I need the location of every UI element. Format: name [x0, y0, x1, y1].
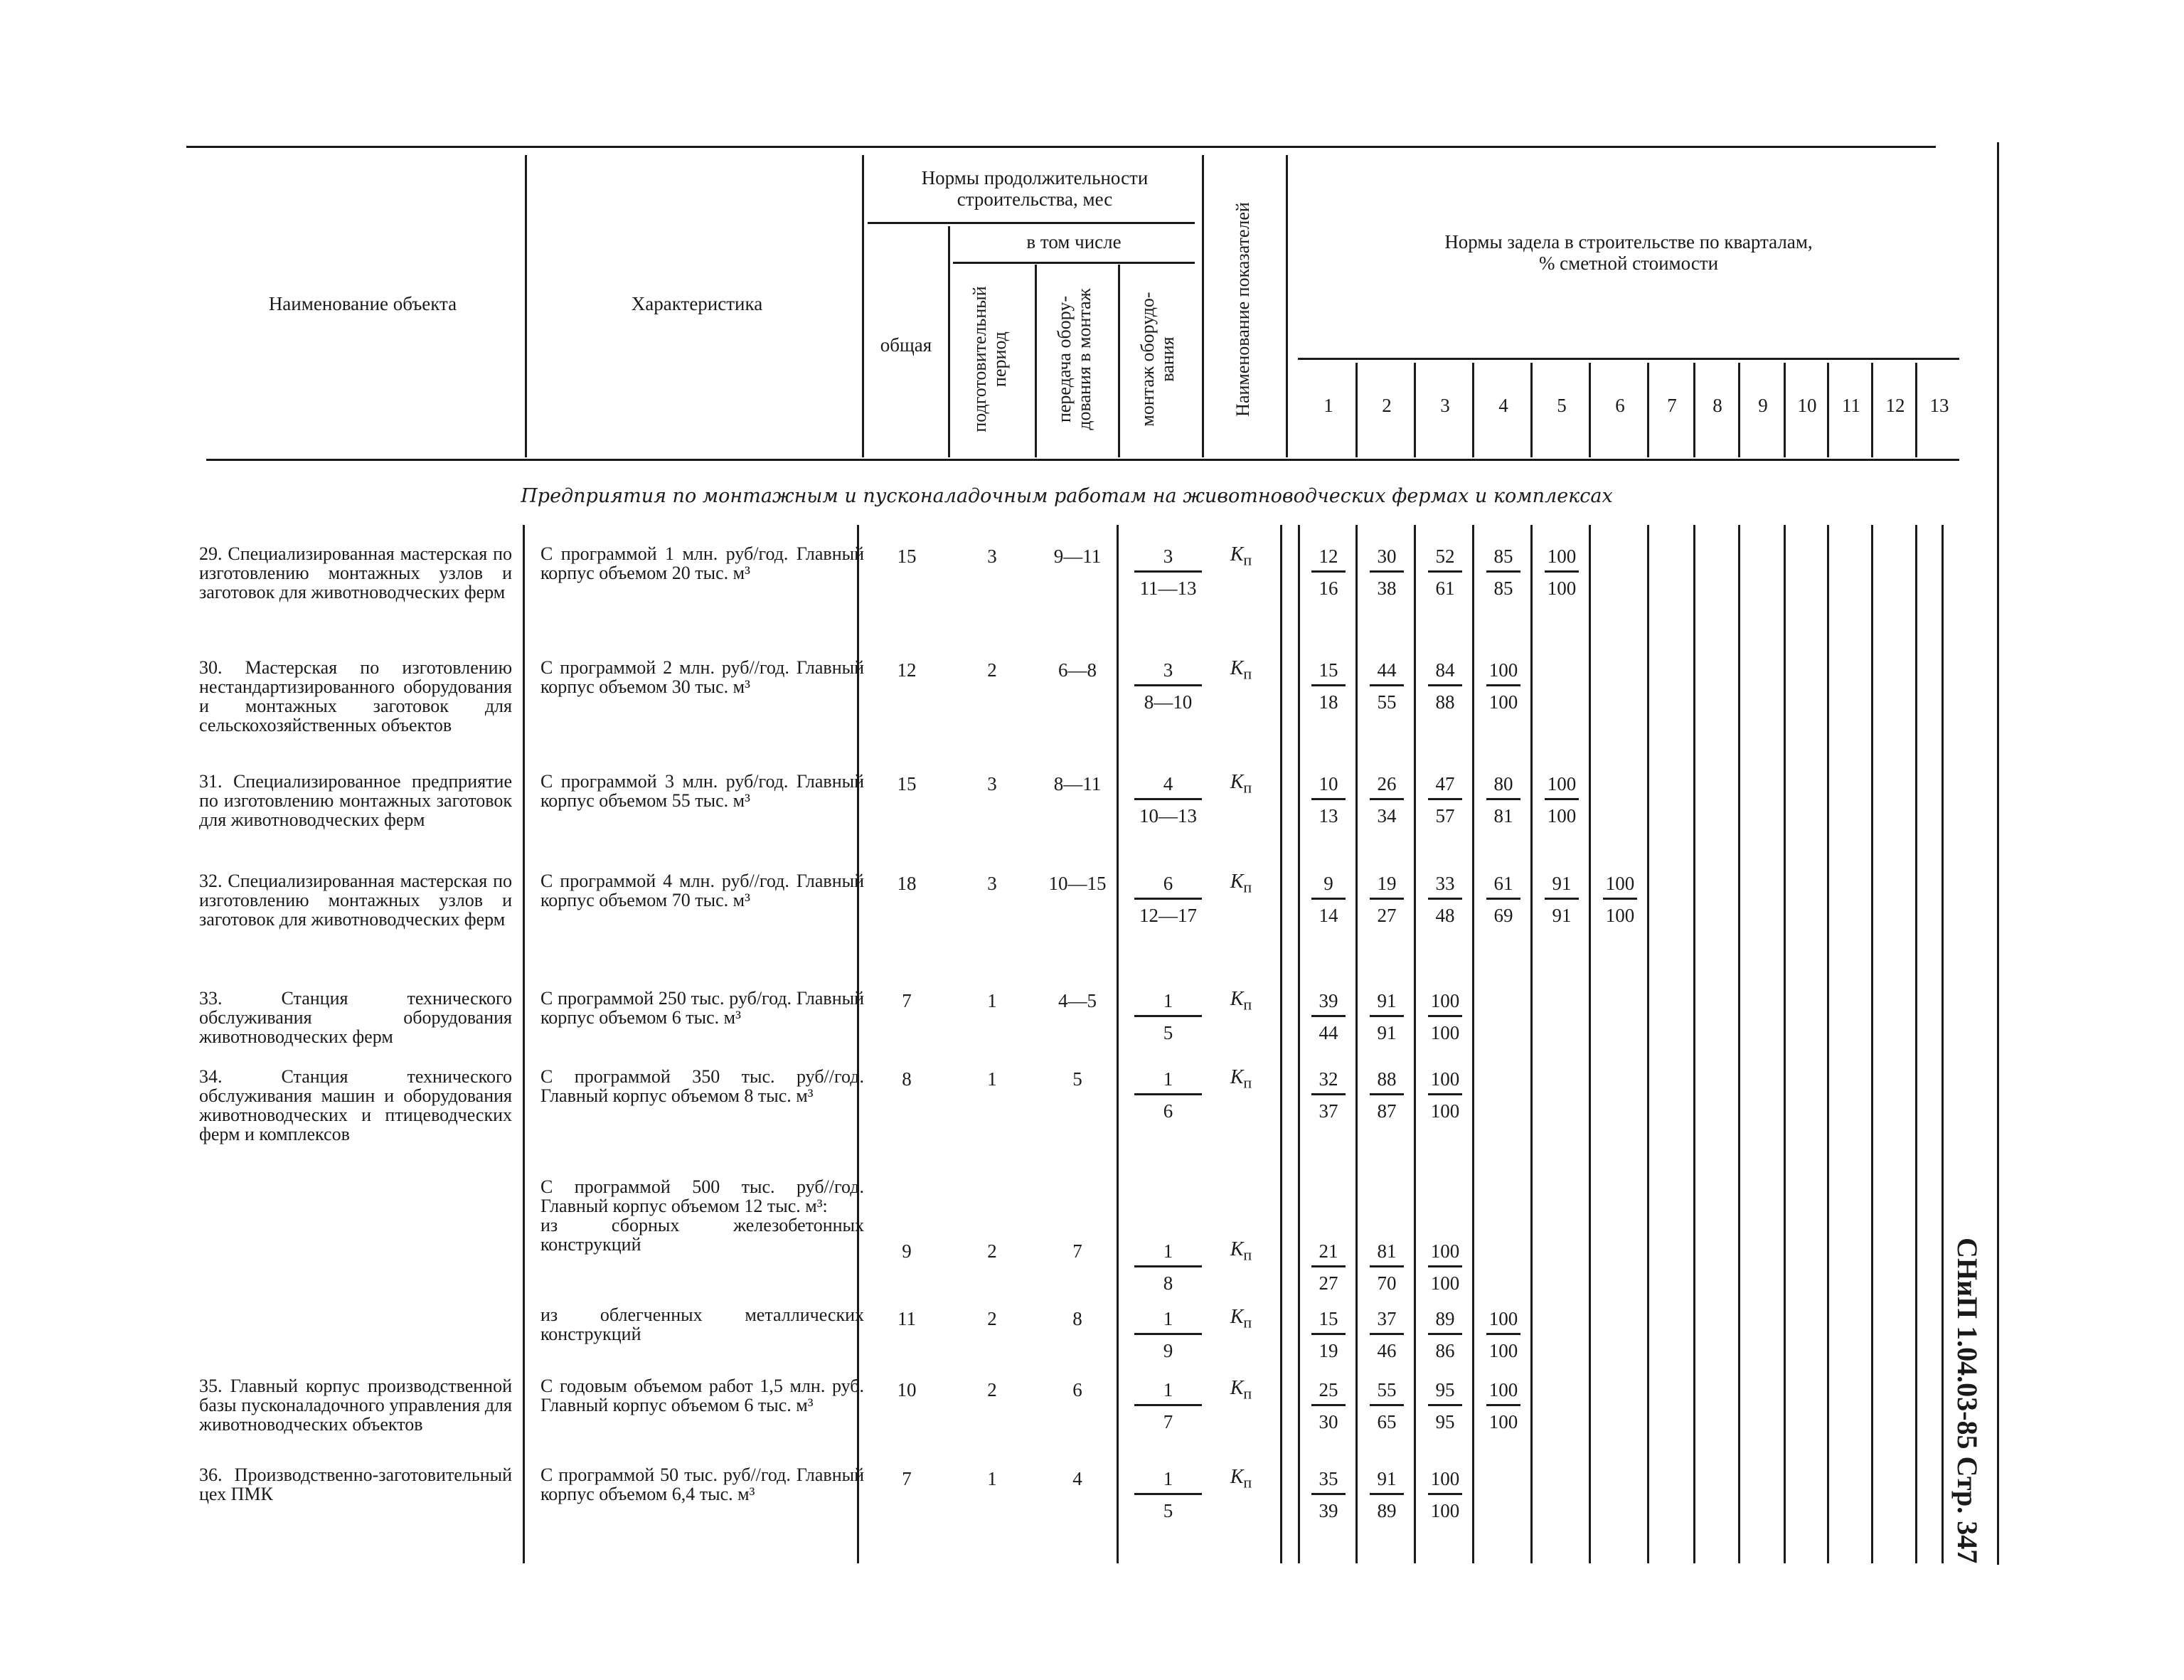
object-characteristic: С годовым объемом работ 1,5 млн. руб. Главный корпус объемом 6 тыс. м³: [540, 1376, 864, 1415]
mount-numerator: 3: [1163, 659, 1173, 681]
mount-denominator: 10—13: [1139, 805, 1197, 826]
header-vline-3: [948, 226, 950, 457]
header-vline-4: [1035, 265, 1037, 457]
equipment-transfer: 8: [1072, 1308, 1082, 1329]
quarter-backlog: [1417, 1469, 1474, 1525]
backlog-denominator: 100: [1605, 905, 1635, 926]
general-header: общая: [880, 334, 932, 356]
quarter-backlog: [1417, 660, 1474, 716]
backlog-denominator: 100: [1430, 1022, 1460, 1043]
object-characteristic: С программой 4 млн. руб//год. Главный корпус объемом 70 тыс. м³: [540, 871, 864, 910]
backlog-underline: [1298, 358, 1959, 360]
prep-period: 2: [987, 1240, 997, 1262]
indicator-kp: [1213, 771, 1269, 797]
quarter-backlog: [1417, 1380, 1474, 1436]
quarter-backlog: [1417, 1309, 1474, 1365]
indicator-subscript: п: [1243, 1473, 1252, 1492]
prep-period: 1: [987, 990, 997, 1011]
equipment-transfer: 6—8: [1058, 659, 1097, 681]
backlog-denominator: 34: [1377, 805, 1397, 826]
quarter-backlog: [1475, 546, 1532, 602]
object-characteristic: из облегченных металлических конструкций: [540, 1304, 864, 1344]
mount-denominator: 7: [1163, 1411, 1173, 1432]
indicator-kp: [1213, 1377, 1269, 1403]
quarter-label: 2: [1382, 395, 1392, 416]
mount-numerator: 6: [1163, 873, 1173, 894]
right-border: [1997, 142, 1999, 1565]
indicator-subscript: п: [1243, 1384, 1252, 1403]
quarter-backlog: [1475, 774, 1532, 830]
quarter-backlog: [1417, 1069, 1474, 1125]
col-char-header: Характеристика: [631, 293, 763, 314]
object-name: 33. Станция технического обслуживания оборудования животноводческих ферм: [199, 988, 512, 1047]
backlog-numerator: 39: [1319, 990, 1338, 1011]
body-vline: [1784, 525, 1786, 1563]
indicator-subscript: п: [1243, 664, 1252, 683]
backlog-numerator: 80: [1493, 773, 1513, 794]
backlog-denominator: 81: [1493, 805, 1513, 826]
indicator-symbol: К: [1230, 1377, 1244, 1399]
mount-denominator: 9: [1163, 1340, 1173, 1361]
backlog-numerator: 91: [1377, 990, 1397, 1011]
backlog-numerator: 19: [1377, 873, 1397, 894]
backlog-denominator: 89: [1377, 1500, 1397, 1521]
quarter-backlog: [1300, 1380, 1357, 1436]
backlog-numerator: 35: [1319, 1468, 1338, 1489]
indicator-subscript: п: [1243, 551, 1252, 569]
backlog-denominator: 55: [1377, 691, 1397, 713]
quarter-backlog: [1358, 1309, 1415, 1365]
backlog-denominator: 27: [1377, 905, 1397, 926]
backlog-denominator: 13: [1319, 805, 1338, 826]
quarter-backlog: [1300, 660, 1357, 716]
object-name: 29. Специализированная мастерская по изготовлению монтажных узлов и заготовок для животноводческих ферм: [199, 543, 512, 602]
equipment-mount: [1131, 1241, 1205, 1297]
object-name: 32. Специализированная мастерская по изготовлению монтажных узлов и заготовок для животноводческих ферм: [199, 871, 512, 930]
quarter-label: 3: [1440, 395, 1450, 416]
page-side-label: СНиП 1.04.03-85 Стр. 347: [1951, 1238, 1983, 1564]
equipment-mount: [1131, 991, 1205, 1047]
body-vline: [1647, 525, 1649, 1563]
backlog-numerator: 26: [1377, 773, 1397, 794]
object-name: 34. Станция технического обслуживания машин и оборудования животноводческих и птицеводческих ферм и комплексов: [199, 1066, 512, 1144]
equipment-mount: [1131, 660, 1205, 716]
backlog-denominator: 19: [1319, 1340, 1338, 1361]
equipment-transfer: 7: [1072, 1240, 1082, 1262]
mount-numerator: 1: [1163, 990, 1173, 1011]
quarter-backlog: [1592, 873, 1648, 930]
indicator-header: Наименование показателей: [1232, 202, 1253, 417]
backlog-numerator: 33: [1435, 873, 1455, 894]
mount-header: монтаж оборудо- вания: [1137, 292, 1178, 427]
quarter-backlog: [1358, 1069, 1415, 1125]
backlog-numerator: 52: [1435, 546, 1455, 567]
indicator-kp: [1213, 657, 1269, 684]
quarter-backlog: [1533, 873, 1590, 930]
body-vline: [1117, 525, 1119, 1563]
equipment-transfer: 4—5: [1058, 990, 1097, 1011]
indicator-subscript: п: [1243, 1313, 1252, 1331]
quarter-backlog: [1300, 1241, 1357, 1297]
backlog-denominator: 100: [1547, 805, 1577, 826]
equipment-transfer: 9—11: [1053, 546, 1102, 567]
backlog-denominator: 57: [1435, 805, 1455, 826]
header-bottom-rule: [206, 459, 1959, 461]
backlog-denominator: 27: [1319, 1272, 1338, 1294]
quarter-backlog: [1358, 774, 1415, 830]
quarter-label: 13: [1929, 395, 1949, 416]
indicator-symbol: К: [1230, 1066, 1244, 1088]
quarter-backlog: [1358, 1469, 1415, 1525]
prep-period: 3: [987, 546, 997, 567]
backlog-numerator: 25: [1319, 1379, 1338, 1400]
backlog-numerator: 47: [1435, 773, 1455, 794]
quarter-backlog: [1300, 1309, 1357, 1365]
quarter-label: 11: [1842, 395, 1860, 416]
quarter-backlog: [1358, 991, 1415, 1047]
backlog-numerator: 91: [1552, 873, 1572, 894]
prep-period: 3: [987, 773, 997, 794]
quarter-label: 8: [1712, 395, 1722, 416]
prep-period: 2: [987, 659, 997, 681]
quarter-backlog: [1417, 1241, 1474, 1297]
total-duration: 7: [902, 1468, 912, 1489]
quarter-backlog: [1533, 774, 1590, 830]
object-characteristic: С программой 2 млн. руб//год. Главный корпус объемом 30 тыс. м³: [540, 657, 864, 697]
backlog-numerator: 91: [1377, 1468, 1397, 1489]
body-vline: [1915, 525, 1917, 1563]
backlog-numerator: 100: [1430, 990, 1460, 1011]
object-name: 30. Мастерская по изготовлению нестандартизированного оборудования и монтажных заготовок для сельскохозяйственных объектов: [199, 657, 512, 735]
mount-numerator: 1: [1163, 1468, 1173, 1489]
indicator-subscript: п: [1243, 878, 1252, 896]
mount-numerator: 3: [1163, 546, 1173, 567]
backlog-denominator: 30: [1319, 1411, 1338, 1432]
backlog-numerator: 37: [1377, 1308, 1397, 1329]
total-duration: 15: [897, 773, 917, 794]
equipment-mount: [1131, 1069, 1205, 1125]
mount-numerator: 1: [1163, 1379, 1173, 1400]
backlog-numerator: 15: [1319, 1308, 1338, 1329]
equipment-mount: [1131, 1309, 1205, 1365]
total-duration: 8: [902, 1068, 912, 1090]
backlog-numerator: 100: [1547, 773, 1577, 794]
backlog-denominator: 100: [1430, 1272, 1460, 1294]
equipment-mount: [1131, 1380, 1205, 1436]
equipment-transfer: 4: [1072, 1468, 1082, 1489]
indicator-symbol: К: [1230, 657, 1244, 679]
norms-header: Нормы продолжительности строительства, мес: [921, 167, 1149, 210]
equipment-mount: [1131, 774, 1205, 830]
quarter-backlog: [1475, 660, 1532, 716]
equipment-transfer: 6: [1072, 1379, 1082, 1400]
equipment-mount: [1131, 546, 1205, 602]
backlog-numerator: 44: [1377, 659, 1397, 681]
backlog-denominator: 95: [1435, 1411, 1455, 1432]
backlog-numerator: 100: [1488, 659, 1518, 681]
backlog-numerator: 89: [1435, 1308, 1455, 1329]
backlog-numerator: 100: [1430, 1068, 1460, 1090]
top-rule: [186, 146, 1936, 148]
quarter-backlog: [1300, 873, 1357, 930]
quarter-backlog: [1300, 1469, 1357, 1525]
backlog-denominator: 69: [1493, 905, 1513, 926]
total-duration: 12: [897, 659, 917, 681]
quarter-label: 6: [1615, 395, 1625, 416]
mount-denominator: 11—13: [1139, 578, 1197, 599]
backlog-numerator: 100: [1547, 546, 1577, 567]
backlog-numerator: 95: [1435, 1379, 1455, 1400]
backlog-denominator: 100: [1488, 1411, 1518, 1432]
backlog-denominator: 48: [1435, 905, 1455, 926]
equipment-transfer: 8—11: [1053, 773, 1102, 794]
equipment-mount: [1131, 873, 1205, 930]
total-duration: 10: [897, 1379, 917, 1400]
backlog-header: Нормы задела в строительстве по кварталам, % сметной стоимости: [1444, 231, 1813, 274]
quarter-backlog: [1475, 1309, 1532, 1365]
quarter-backlog: [1475, 873, 1532, 930]
equipment-transfer: 10—15: [1048, 873, 1107, 894]
mount-denominator: 8: [1163, 1272, 1173, 1294]
indicator-kp: [1213, 871, 1269, 897]
backlog-numerator: 84: [1435, 659, 1455, 681]
prep-period: 1: [987, 1068, 997, 1090]
quarter-backlog: [1300, 774, 1357, 830]
backlog-numerator: 100: [1488, 1308, 1518, 1329]
quarter-label: 7: [1667, 395, 1677, 416]
quarter-backlog: [1417, 774, 1474, 830]
prep-period: 2: [987, 1308, 997, 1329]
equipment-mount: [1131, 1469, 1205, 1525]
backlog-numerator: 85: [1493, 546, 1513, 567]
backlog-denominator: 91: [1377, 1022, 1397, 1043]
object-characteristic: С программой 3 млн. руб/год. Главный корпус объемом 55 тыс. м³: [540, 771, 864, 811]
quarter-backlog: [1300, 1069, 1357, 1125]
quarter-backlog: [1417, 873, 1474, 930]
indicator-kp: [1213, 1066, 1269, 1092]
backlog-numerator: 15: [1319, 659, 1338, 681]
quarter-backlog: [1300, 546, 1357, 602]
body-vline: [1693, 525, 1695, 1563]
backlog-denominator: 44: [1319, 1022, 1338, 1043]
body-vline: [1280, 525, 1282, 1563]
backlog-numerator: 21: [1319, 1240, 1338, 1262]
object-name: 35. Главный корпус производственной базы пусконаладочного управления для животноводческих объектов: [199, 1376, 512, 1435]
mount-denominator: 5: [1163, 1022, 1173, 1043]
body-vline: [1827, 525, 1829, 1563]
indicator-subscript: п: [1243, 1245, 1252, 1264]
object-characteristic: С программой 250 тыс. руб/год. Главный корпус объемом 6 тыс. м³: [540, 988, 864, 1028]
norms-underline: [868, 222, 1195, 224]
quarter-backlog: [1533, 546, 1590, 602]
backlog-denominator: 16: [1319, 578, 1338, 599]
object-name: 36. Производственно-заготовительный цех ПМК: [199, 1464, 512, 1504]
backlog-denominator: 100: [1488, 1340, 1518, 1361]
section-title: Предприятия по монтажным и пусконаладочным работам на животноводческих фермах и комплексах: [521, 485, 1613, 507]
body-vline: [1871, 525, 1873, 1563]
backlog-denominator: 14: [1319, 905, 1338, 926]
prep-period: 1: [987, 1468, 997, 1489]
backlog-denominator: 46: [1377, 1340, 1397, 1361]
body-vline: [523, 525, 525, 1563]
quarter-backlog: [1475, 1380, 1532, 1436]
indicator-symbol: К: [1230, 543, 1244, 565]
total-duration: 7: [902, 990, 912, 1011]
equipment-transfer: 5: [1072, 1068, 1082, 1090]
object-characteristic: С программой 500 тыс. руб//год. Главный корпус объемом 12 тыс. м³: из сборных железобетонных конструкций: [540, 1176, 864, 1255]
backlog-numerator: 12: [1319, 546, 1338, 567]
indicator-kp: [1213, 1238, 1269, 1265]
indicator-kp: [1213, 1466, 1269, 1492]
col-name-header: Наименование объекта: [268, 293, 457, 314]
backlog-numerator: 9: [1323, 873, 1333, 894]
quarter-backlog: [1300, 991, 1357, 1047]
quarter-label: 12: [1885, 395, 1905, 416]
mount-numerator: 1: [1163, 1308, 1173, 1329]
backlog-denominator: 100: [1547, 578, 1577, 599]
backlog-numerator: 100: [1430, 1468, 1460, 1489]
incl-header: в том числе: [1026, 231, 1122, 252]
indicator-symbol: К: [1230, 771, 1244, 793]
total-duration: 18: [897, 873, 917, 894]
prep-header: подготовительный период: [969, 286, 1010, 432]
backlog-numerator: 10: [1319, 773, 1338, 794]
prep-period: 3: [987, 873, 997, 894]
backlog-numerator: 100: [1430, 1240, 1460, 1262]
backlog-denominator: 100: [1430, 1500, 1460, 1521]
backlog-denominator: 100: [1430, 1100, 1460, 1122]
mount-numerator: 1: [1163, 1068, 1173, 1090]
backlog-numerator: 81: [1377, 1240, 1397, 1262]
object-name: 31. Специализированное предприятие по изготовлению монтажных заготовок для животноводческих ферм: [199, 771, 512, 830]
backlog-numerator: 30: [1377, 546, 1397, 567]
prep-period: 2: [987, 1379, 997, 1400]
indicator-kp: [1213, 1306, 1269, 1332]
indicator-subscript: п: [1243, 1073, 1252, 1092]
mount-denominator: 12—17: [1139, 905, 1197, 926]
indicator-kp: [1213, 543, 1269, 570]
backlog-numerator: 88: [1377, 1068, 1397, 1090]
header-vline-1: [525, 155, 527, 457]
backlog-denominator: 70: [1377, 1272, 1397, 1294]
backlog-denominator: 65: [1377, 1411, 1397, 1432]
backlog-numerator: 100: [1488, 1379, 1518, 1400]
mount-numerator: 1: [1163, 1240, 1173, 1262]
quarter-backlog: [1358, 873, 1415, 930]
header-vline-6: [1202, 155, 1204, 457]
indicator-symbol: К: [1230, 1238, 1244, 1260]
backlog-numerator: 61: [1493, 873, 1513, 894]
header-vline-7: [1286, 155, 1288, 457]
object-characteristic: С программой 50 тыс. руб//год. Главный корпус объемом 6,4 тыс. м³: [540, 1464, 864, 1504]
quarter-label: 4: [1498, 395, 1508, 416]
backlog-denominator: 18: [1319, 691, 1338, 713]
total-duration: 9: [902, 1240, 912, 1262]
object-characteristic: С программой 350 тыс. руб//год. Главный корпус объемом 8 тыс. м³: [540, 1066, 864, 1106]
quarter-backlog: [1417, 991, 1474, 1047]
mount-denominator: 8—10: [1144, 691, 1193, 713]
quarter-label: 10: [1797, 395, 1817, 416]
header-vline-5: [1118, 265, 1120, 457]
indicator-symbol: К: [1230, 1466, 1244, 1488]
indicator-subscript: п: [1243, 778, 1252, 797]
indicator-subscript: п: [1243, 995, 1252, 1014]
quarter-backlog: [1417, 546, 1474, 602]
indicator-symbol: К: [1230, 1306, 1244, 1328]
transfer-header: передача обору- дования в монтаж: [1054, 288, 1094, 430]
backlog-denominator: 87: [1377, 1100, 1397, 1122]
backlog-denominator: 91: [1552, 905, 1572, 926]
quarter-backlog: [1358, 1241, 1415, 1297]
header-vline-2: [862, 155, 864, 457]
quarter-label: 5: [1557, 395, 1567, 416]
quarter-backlog: [1358, 1380, 1415, 1436]
indicator-kp: [1213, 988, 1269, 1014]
total-duration: 11: [897, 1308, 916, 1329]
backlog-denominator: 86: [1435, 1340, 1455, 1361]
object-characteristic: С программой 1 млн. руб/год. Главный корпус объемом 20 тыс. м³: [540, 543, 864, 583]
body-vline: [1738, 525, 1740, 1563]
indicator-symbol: К: [1230, 988, 1244, 1010]
backlog-denominator: 39: [1319, 1500, 1338, 1521]
quarter-label: 9: [1758, 395, 1768, 416]
backlog-denominator: 37: [1319, 1100, 1338, 1122]
backlog-denominator: 88: [1435, 691, 1455, 713]
backlog-numerator: 100: [1605, 873, 1635, 894]
incl-underline: [953, 262, 1195, 264]
backlog-denominator: 100: [1488, 691, 1518, 713]
total-duration: 15: [897, 546, 917, 567]
indicator-symbol: К: [1230, 871, 1244, 893]
quarter-backlog: [1358, 546, 1415, 602]
backlog-denominator: 85: [1493, 578, 1513, 599]
quarter-backlog: [1358, 660, 1415, 716]
mount-denominator: 5: [1163, 1500, 1173, 1521]
quarter-label: 1: [1323, 395, 1333, 416]
backlog-numerator: 55: [1377, 1379, 1397, 1400]
backlog-denominator: 61: [1435, 578, 1455, 599]
backlog-numerator: 32: [1319, 1068, 1338, 1090]
backlog-denominator: 38: [1377, 578, 1397, 599]
mount-numerator: 4: [1163, 773, 1173, 794]
body-vline: [1589, 525, 1591, 1563]
mount-denominator: 6: [1163, 1100, 1173, 1122]
